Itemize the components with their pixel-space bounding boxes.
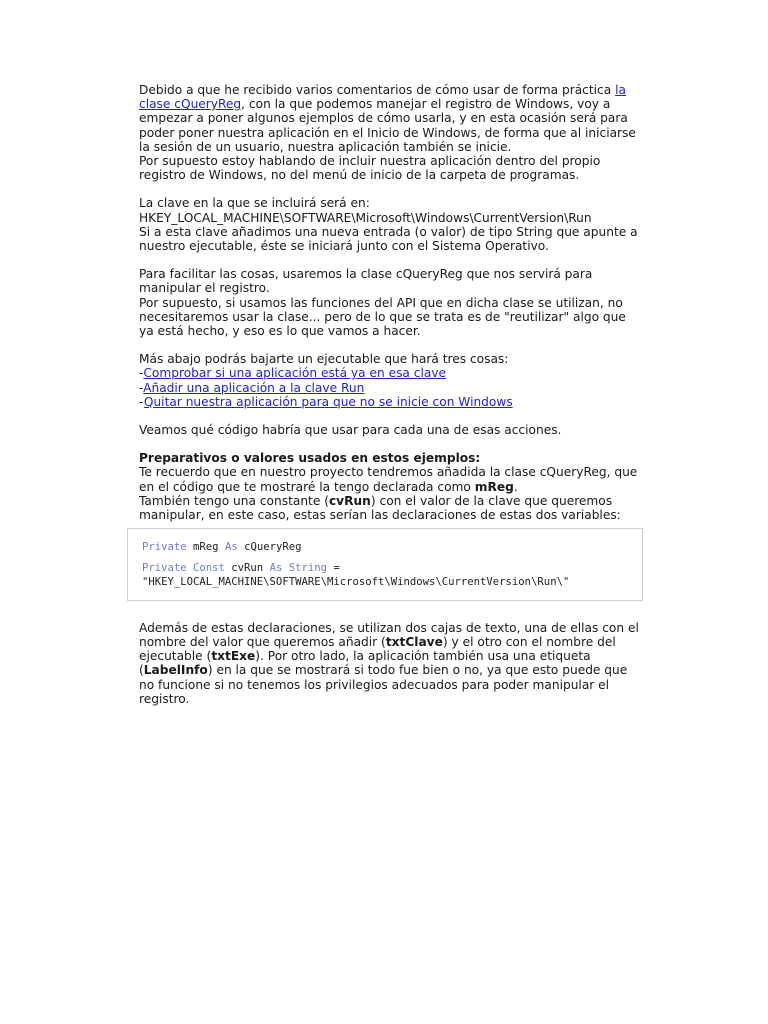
key-explanation: Si a esta clave añadimos una nueva entrada (o valor) de tipo String que apunte a nuestro ejecutable, éste se iniciará junto con el Sistema Operativo. bbox=[139, 224, 638, 254]
controls-text-2: ) y el otro con el nombre del ejecutable ( bbox=[139, 634, 616, 664]
controls-text-3: ). Por otro lado, la aplicación también usa una etiqueta ( bbox=[139, 649, 591, 678]
class-text: Para facilitar las cosas, usaremos la clase cQueryReg que nos servirá para manipular el registro. bbox=[139, 267, 593, 296]
txtexe-name: txtExe bbox=[211, 649, 256, 664]
check-app-link[interactable]: Comprobar si una aplicación está ya en esa clave bbox=[143, 366, 447, 381]
mreg-name: mReg bbox=[474, 479, 514, 494]
controls-text: Además de estas declaraciones, se utilizan dos cajas de texto, una de ellas con el nombre del valor que queremos añadir ( bbox=[139, 620, 639, 649]
cqueryreg-link[interactable]: la clase cQueryReg bbox=[139, 83, 626, 112]
list-dash: - bbox=[139, 380, 144, 395]
cvrun-name: cvRun bbox=[328, 493, 371, 508]
code-keyword: Private Const bbox=[142, 561, 225, 574]
list-dash: - bbox=[139, 394, 144, 409]
key-intro: La clave en la que se incluirá será en: bbox=[139, 196, 370, 211]
code-keyword: Private bbox=[142, 541, 187, 554]
code-text: cQueryReg bbox=[237, 541, 302, 554]
code-keyword: As String bbox=[269, 561, 327, 574]
setup-text: Te recuerdo que en nuestro proyecto tendremos añadida la clase cQueryReg, que en el código que te mostraré la tengo declarada como bbox=[139, 465, 638, 494]
txtclave-name: txtClave bbox=[385, 634, 443, 649]
code-text: = bbox=[326, 561, 340, 574]
code-line-1 bbox=[142, 540, 642, 555]
section-heading: Preparativos o valores usados en estos ejemplos: bbox=[139, 451, 481, 466]
constant-text-cont: ) con el valor de la clave que queremos manipular, en este caso, estas serían las declaraciones de estas dos variables: bbox=[139, 493, 621, 523]
article-body bbox=[139, 83, 639, 720]
add-app-link[interactable]: Añadir una aplicación a la clave Run bbox=[143, 380, 365, 395]
registry-key-path: HKEY_LOCAL_MACHINE\SOFTWARE\Microsoft\Windows\CurrentVersion\Run bbox=[139, 210, 592, 225]
intro-paragraph bbox=[139, 83, 639, 182]
code-text: mReg bbox=[186, 541, 225, 554]
list-dash: - bbox=[139, 366, 144, 381]
intro-text: Debido a que he recibido varios comentarios de cómo usar de forma práctica bbox=[139, 83, 616, 97]
registry-key-paragraph bbox=[139, 196, 639, 253]
code-line-2 bbox=[142, 561, 642, 576]
code-text: cvRun bbox=[224, 561, 270, 574]
actions-paragraph: Veamos qué código habría que usar para cada una de esas acciones. bbox=[139, 423, 562, 438]
class-api-text: Por supuesto, si usamos las funciones del API que en dicha clase se utilizan, no necesitaremos usar la clase... pero de lo que se trata es de "reutilizar" algo que ya está hecho, y eso es lo que vamos a hacer. bbox=[139, 295, 626, 339]
controls-paragraph bbox=[139, 621, 639, 706]
labelinfo-name: LabelInfo bbox=[143, 663, 208, 678]
class-paragraph bbox=[139, 267, 639, 338]
setup-paragraph bbox=[139, 451, 639, 522]
constant-text: También tengo una constante ( bbox=[139, 493, 329, 508]
download-text: Más abajo podrás bajarte un ejecutable que hará tres cosas: bbox=[139, 352, 509, 367]
intro-text-cont: , con la que podemos manejar el registro de Windows, voy a empezar a poner algunos ejemplos de cómo usarla, y en esta ocasión será para poder poner nuestra aplicación en el Inicio de Windows, de forma que al iniciarse la sesión de un usuario, nuestra aplicación también se inicie. bbox=[139, 97, 636, 154]
code-line-3: "HKEY_LOCAL_MACHINE\SOFTWARE\Microsoft\Windows\CurrentVersion\Run\" bbox=[142, 576, 570, 589]
controls-text-4: ) en la que se mostrará si todo fue bien o no, ya que esto puede que no funcione si no tenemos los privilegios adecuados para poder manipular el registro. bbox=[139, 663, 628, 706]
code-keyword: As bbox=[224, 541, 238, 554]
remove-app-link[interactable]: Quitar nuestra aplicación para que no se inicie con Windows bbox=[143, 394, 513, 409]
code-block bbox=[127, 528, 643, 601]
intro-note: Por supuesto estoy hablando de incluir nuestra aplicación dentro del propio registro de Windows, no del menú de inicio de la carpeta de programas. bbox=[139, 154, 601, 183]
download-paragraph bbox=[139, 352, 639, 409]
setup-period: . bbox=[513, 479, 518, 494]
